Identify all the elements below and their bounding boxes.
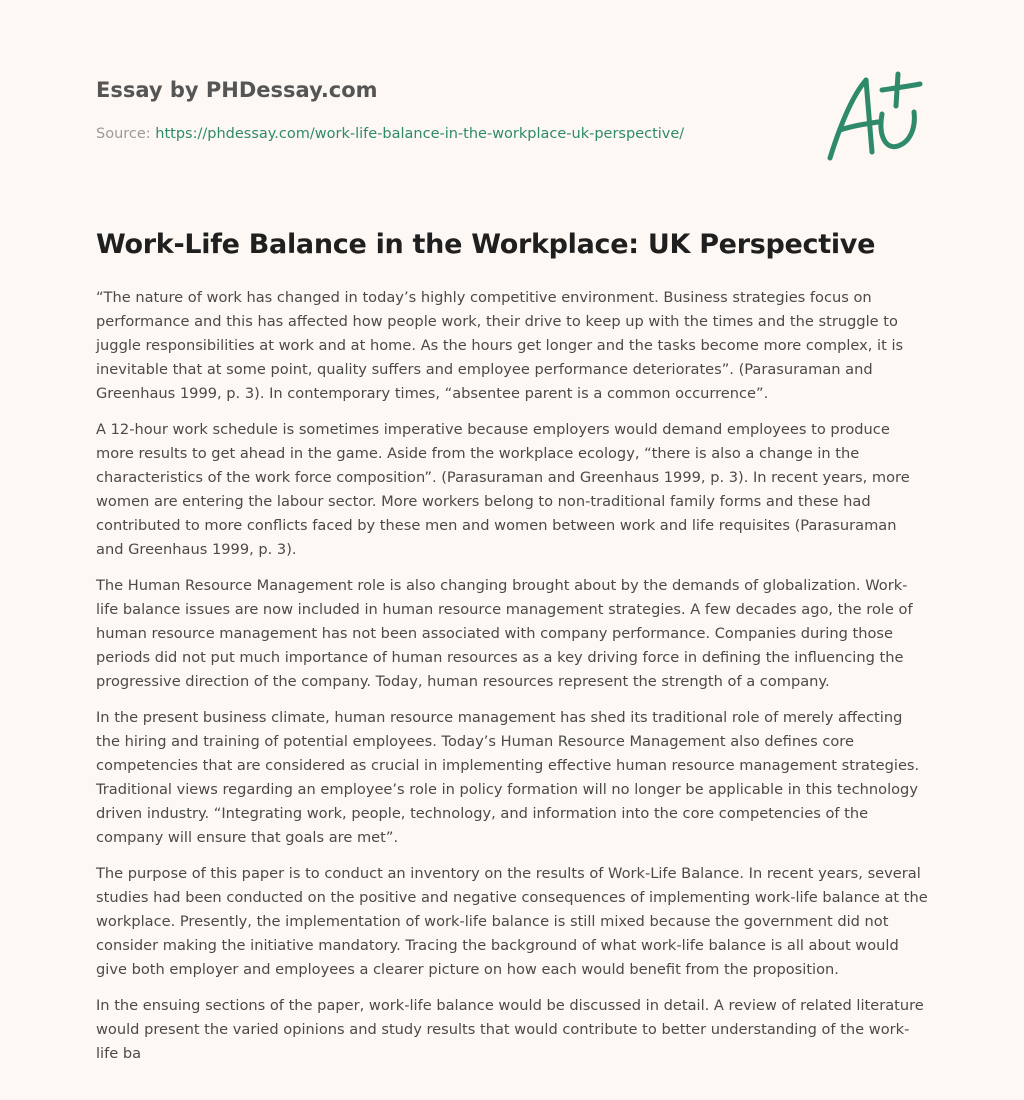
paragraph-3: The Human Resource Management role is also changing brought about by the demands of globalization. Work-life balance issues are now included in human resource management strategies. A few decades ago, the role of human resource management has not been associated with company performance. Companies during those periods did not put much importance of human resources as a key driving force in defining the influencing the progressive direction of the company. Today, human resources represent the strength of a company. — [96, 577, 913, 690]
source-line — [96, 124, 796, 144]
article-title: Work-Life Balance in the Workplace: UK Perspective — [96, 229, 876, 260]
source-link[interactable]: https://phdessay.com/work-life-balance-in-the-workplace-uk-perspective/ — [155, 126, 685, 142]
paragraph-2: A 12-hour work schedule is sometimes imperative because employers would demand employees to produce more results to get ahead in the game. Aside from the workplace ecology, “there is also a change in the characteristics of the work force composition”. (Parasuraman and Greenhaus 1999, p. 3). In recent years, more women are entering the labour sector. More workers belong to non-traditional family forms and these had contributed to more conflicts faced by these men and women between work and life requisites (Parasuraman and Greenhaus 1999, p. 3). — [96, 421, 910, 558]
paragraph-6: In the ensuing sections of the paper, work-life balance would be discussed in detail. A review of related literature would present the varied opinions and study results that would contribute to better understanding of the work-life ba — [96, 997, 924, 1062]
article — [96, 226, 928, 1078]
paragraph-1: “The nature of work has changed in today’s highly competitive environment. Business strategies focus on performance and this has affected how people work, their drive to keep up with the times and the struggle to juggle responsibilities at work and at home. As the hours get longer and the tasks become more complex, it is inevitable that at some point, quality suffers and employee performance deteriorates”. (Parasuraman and Greenhaus 1999, p. 3). In contemporary times, “absentee parent is a common occurrence”. — [96, 289, 904, 402]
site-header — [96, 76, 796, 144]
paragraph-4: In the present business climate, human resource management has shed its traditional role of merely affecting the hiring and training of potential employees. Today’s Human Resource Management also defines core competencies that are considered as crucial in implementing effective human resource management strategies. Traditional views regarding an employee’s role in policy formation will no longer be applicable in this technology driven industry. “Integrating work, people, technology, and information into the core competencies of the company will ensure that goals are met”. — [96, 709, 920, 846]
a-plus-grade-icon — [822, 66, 932, 166]
brand-name: Essay by PHDessay.com — [96, 78, 378, 102]
source-label: Source: — [96, 126, 156, 142]
paragraph-5: The purpose of this paper is to conduct an inventory on the results of Work-Life Balance. In recent years, several studies had been conducted on the positive and negative consequences of implementing work-life balance at the workplace. Presently, the implementation of work-life balance is still mixed because the government did not consider making the initiative mandatory. Tracing the background of what work-life balance is all about would give both employer and employees a clearer picture on how each would benefit from the proposition. — [96, 865, 928, 978]
